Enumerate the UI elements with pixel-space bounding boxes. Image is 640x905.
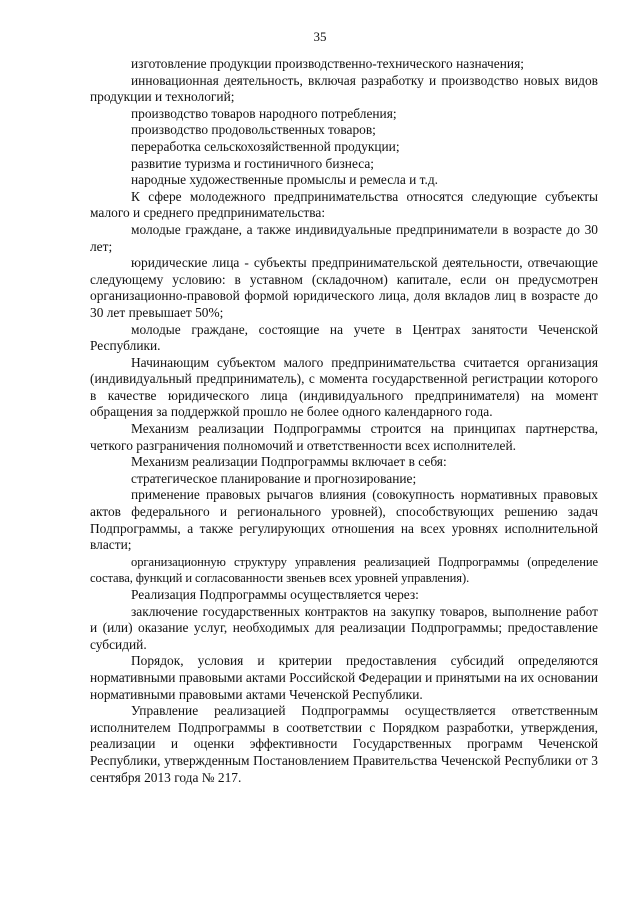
paragraph: заключение государственных контрактов на закупку товаров, выполнение работ и (или) оказание услуг, необходимых для реализации Подпрограммы; предоставление субсидий. [90, 603, 598, 652]
paragraph: народные художественные промыслы и ремесла и т.д. [131, 172, 438, 188]
paragraph: Управление реализацией Подпрограммы осуществляется ответственным исполнителем Подпрограммы в соответствии с Порядком разработки, утверждения, реализации и оценки эффективности Государственных программ Чеченской Республики, утвержденным Постановлением Правительства Чеченской Республики от 3 сентября 2013 года № 217. [90, 703, 598, 785]
paragraph: инновационная деятельность, включая разработку и производство новых видов продукции и технологий; [90, 72, 598, 105]
paragraph: производство продовольственных товаров; [131, 122, 376, 138]
paragraph: переработка сельскохозяйственной продукции; [131, 138, 400, 154]
paragraph: Механизм реализации Подпрограммы строится на принципах партнерства, четкого разграничения полномочий и ответственности всех исполнителей. [90, 421, 598, 453]
paragraph: производство товаров народного потребления; [131, 105, 397, 121]
paragraph: применение правовых рычагов влияния (совокупность нормативных правовых актов федерального и регионального уровней), способствующих решению задач Подпрограммы, а также регулирующих отношения на всех уровнях исполнительной власти; [90, 487, 598, 553]
paragraph: К сфере молодежного предпринимательства относятся следующие субъекты малого и среднего предпринимательства: [90, 188, 598, 221]
paragraph: Порядок, условия и критерии предоставления субсидий определяются нормативными правовыми актами Российской Федерации и принятыми на их основании нормативными правовыми актами Чеченской Республики. [90, 653, 598, 702]
paragraph: развитие туризма и гостиничного бизнеса; [131, 155, 375, 171]
paragraph: изготовление продукции производственно-технического назначения; [131, 56, 524, 71]
paragraph: юридические лица - субъекты предпринимательской деятельности, отвечающие следующему условию: в уставном (складочном) капитале, если он предусмотрен организационно-правовой формой юридического лица, доля вкладов лиц в возрасте до 30 лет превышает 50%; [90, 255, 598, 320]
paragraph: Начинающим субъектом малого предпринимательства считается организация (индивидуальный предприниматель), с момента государственной регистрации которого в качестве юридического лица (индивидуального предпринимателя) на момент обращения за поддержкой прошло не более одного календарного года. [90, 354, 598, 420]
paragraph: стратегическое планирование и прогнозирование; [131, 470, 417, 486]
page-number: 35 [313, 29, 327, 44]
body-text [90, 56, 598, 786]
paragraph: организационную структуру управления реализацией Подпрограммы (определение состава, функций и согласованности звеньев всех уровней управления). [90, 554, 598, 586]
paragraph: молодые граждане, состоящие на учете в Центрах занятости Чеченской Республики. [90, 321, 598, 354]
paragraph: Механизм реализации Подпрограммы включает в себя: [131, 454, 447, 470]
paragraph: Реализация Подпрограммы осуществляется через: [131, 587, 419, 602]
paragraph: молодые граждане, а также индивидуальные предприниматели в возрасте до 30 лет; [90, 221, 598, 254]
